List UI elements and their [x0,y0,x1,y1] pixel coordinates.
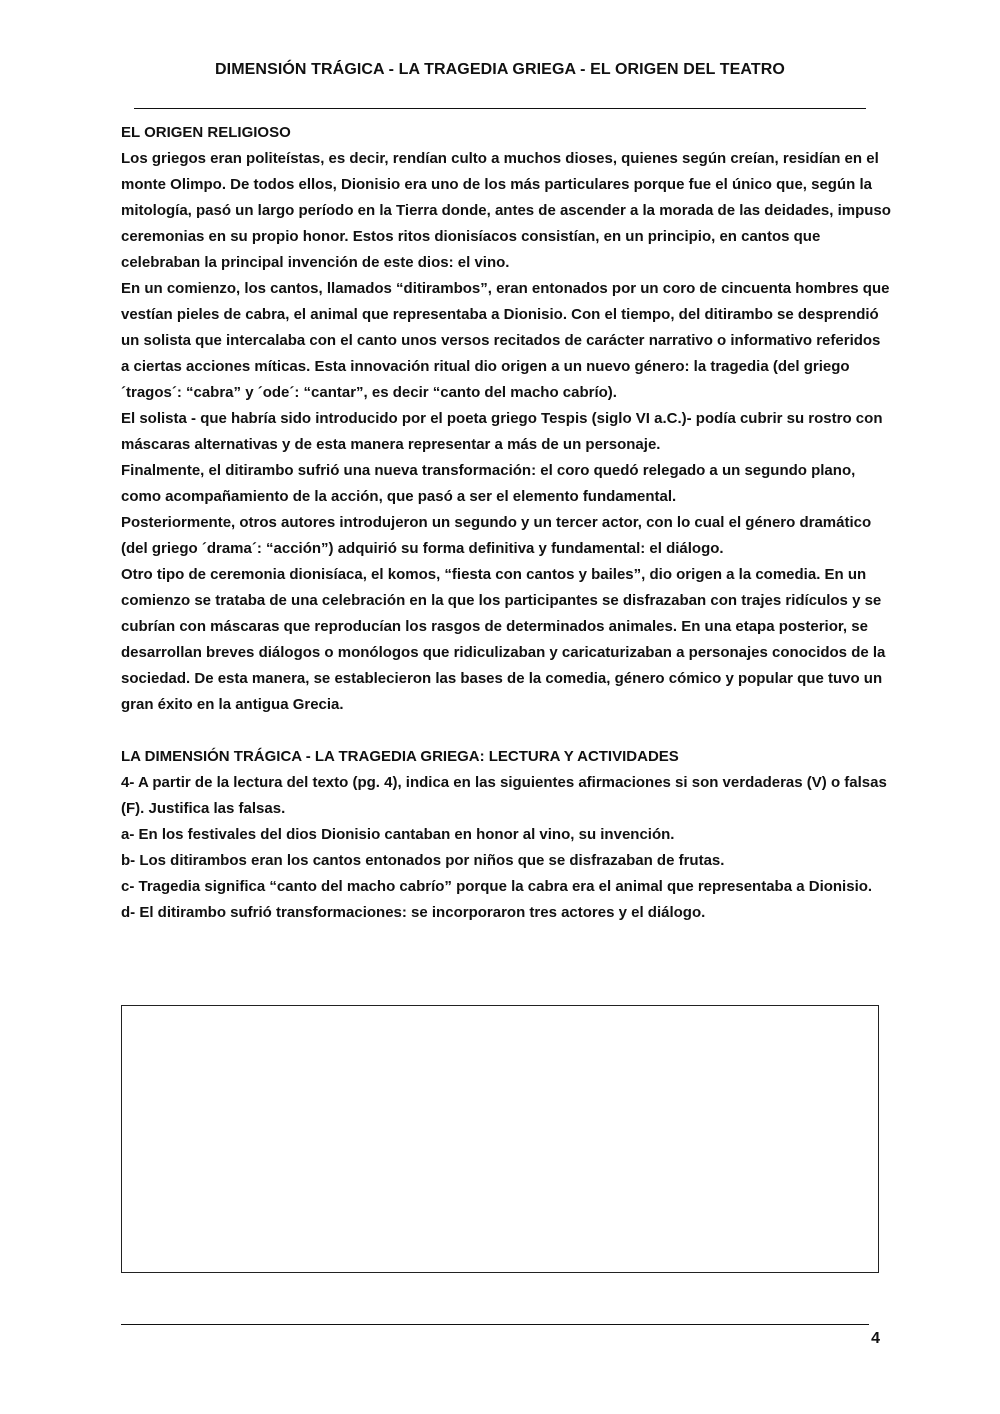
activity-item-c: c- Tragedia significa “canto del macho cabrío” porque la cabra era el animal que representaba a Dionisio. [121,878,873,895]
paragraph: El solista - que habría sido introducido por el poeta griego Tespis (siglo VI a.C.)- podía cubrir su rostro con máscaras alternativas y de esta manera representar a más de un personaje. [121,410,883,453]
section-spacer [121,718,891,744]
page-title: DIMENSIÓN TRÁGICA - LA TRAGEDIA GRIEGA - EL ORIGEN DEL TEATRO [215,61,785,78]
activity-item-b: b- Los ditirambos eran los cantos entonados por niños que se disfrazaban de frutas. [121,852,725,869]
paragraph: Finalmente, el ditirambo sufrió una nueva transformación: el coro quedó relegado a un segundo plano, como acompañamiento de la acción, que pasó a ser el elemento fundamental. [121,462,856,505]
activity-instruction: 4- A partir de la lectura del texto (pg. 4), indica en las siguientes afirmaciones si son verdaderas (V) o falsas (F). Justifica las falsas. [121,774,887,817]
activity-item-d: d- El ditirambo sufrió transformaciones: se incorporaron tres actores y el diálogo. [121,904,706,921]
page-number: 4 [871,1330,880,1347]
paragraph: Posteriormente, otros autores introdujeron un segundo y un tercer actor, con lo cual el género dramático (del griego ´drama´: “acción”) adquirió su forma definitiva y fundamental: el diálogo. [121,514,872,557]
paragraph: Los griegos eran politeístas, es decir, rendían culto a muchos dioses, quienes según creían, residían en el monte Olimpo. De todos ellos, Dionisio era uno de los más particulares porque fue el único que, según la mitología, pasó un largo período en la Tierra donde, antes de ascender a la morada de las deidades, impuso ceremonias en su propio honor. Estos ritos dionisíacos consistían, en un principio, en cantos que celebraban la principal invención de este dios: el vino. [121,150,891,271]
document-body [121,120,891,926]
paragraph: Otro tipo de ceremonia dionisíaca, el komos, “fiesta con cantos y bailes”, dio origen a la comedia. En un comienzo se trataba de una celebración en la que los participantes se disfrazaban con trajes ridículos y se cubrían con máscaras que reproducían los rasgos de determinados animales. En una etapa posterior, se desarrollan breves diálogos o monólogos que ridiculizaban y caricaturizaban a personajes conocidos de la sociedad. De esta manera, se establecieron las bases de la comedia, género cómico y popular que tuvo un gran éxito en la antigua Grecia. [121,566,886,713]
section-heading-origen-religioso: EL ORIGEN RELIGIOSO [121,124,291,141]
paragraph: En un comienzo, los cantos, llamados “ditirambos”, eran entonados por un coro de cincuenta hombres que vestían pieles de cabra, el animal que representaba a Dionisio. Con el tiempo, del ditirambo se desprendió un solista que intercalaba con el canto unos versos recitados de carácter narrativo o informativo referidos a ciertas acciones míticas. Esta innovación ritual dio origen a un nuevo género: la tragedia (del griego ´tragos´: “cabra” y ´ode´: “cantar”, es decir “canto del macho cabrío). [121,280,890,401]
answer-box[interactable] [121,1005,879,1273]
activity-item-a: a- En los festivales del dios Dionisio cantaban en honor al vino, su invención. [121,826,675,843]
section-heading-actividades: LA DIMENSIÓN TRÁGICA - LA TRAGEDIA GRIEGA: LECTURA Y ACTIVIDADES [121,748,679,765]
footer-rule [121,1324,869,1325]
title-underline [134,108,866,109]
